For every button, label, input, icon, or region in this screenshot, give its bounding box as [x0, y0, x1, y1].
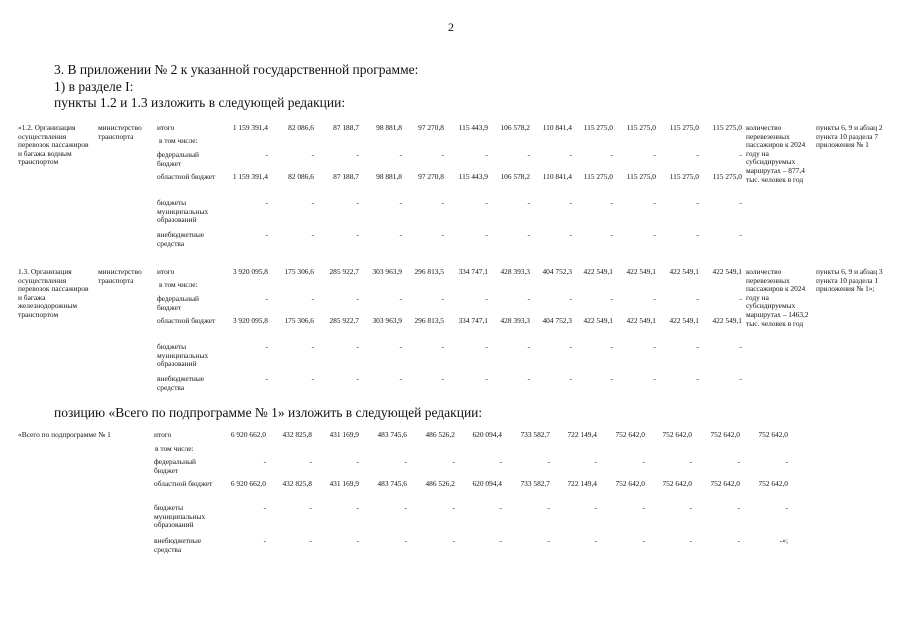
value-cell: -	[311, 150, 314, 159]
value-cell: -	[485, 342, 488, 351]
value-cell: 115 275,0	[669, 172, 699, 181]
value-cell: 303 963,9	[372, 267, 402, 276]
value-cell: -	[441, 342, 444, 351]
value-cell: -	[311, 230, 314, 239]
value-cell: -	[399, 230, 402, 239]
value-cell: -	[569, 198, 572, 207]
value-cell: -	[265, 342, 268, 351]
value-cell: -	[527, 230, 530, 239]
value-cell: -	[689, 457, 692, 466]
value-cell: -»;	[779, 536, 788, 545]
value-cell: -	[653, 294, 656, 303]
value-cell: -	[356, 503, 359, 512]
value-cell: -	[696, 374, 699, 383]
source-label: областной бюджет	[157, 172, 216, 181]
value-cell: 82 086,6	[288, 123, 314, 132]
value-cell: -	[485, 294, 488, 303]
value-cell: -	[311, 342, 314, 351]
value-cell: 98 881,8	[376, 172, 402, 181]
value-cell: -	[653, 342, 656, 351]
paragraph-total-intro: позицию «Всего по подпрограмме № 1» изложить в следующей редакции:	[54, 405, 483, 420]
value-cell: -	[642, 457, 645, 466]
source-label: областной бюджет	[157, 316, 216, 325]
value-cell: 486 526,2	[425, 479, 455, 488]
value-cell: 115 275,0	[626, 123, 656, 132]
value-cell: -	[356, 457, 359, 466]
value-cell: 334 747,1	[458, 267, 488, 276]
value-cell: 486 526,2	[425, 430, 455, 439]
value-cell: 296 813,5	[414, 267, 444, 276]
value-cell: 483 745,6	[377, 479, 407, 488]
value-cell: -	[785, 503, 788, 512]
value-cell: -	[610, 294, 613, 303]
value-cell: -	[739, 150, 742, 159]
value-cell: -	[610, 342, 613, 351]
value-cell: 87 188,7	[333, 172, 359, 181]
value-cell: 722 149,4	[567, 430, 597, 439]
item-name: «1.2. Организация осуществления перевозок пассажиров и багажа водным транспортом	[18, 123, 89, 167]
value-cell: 3 920 095,8	[232, 267, 268, 276]
value-cell: -	[265, 294, 268, 303]
source-label: внебюджетные средства	[154, 536, 202, 554]
value-cell: -	[309, 503, 312, 512]
value-cell: -	[569, 374, 572, 383]
value-cell: -	[441, 294, 444, 303]
value-cell: -	[785, 457, 788, 466]
value-cell: -	[610, 374, 613, 383]
value-cell: -	[642, 536, 645, 545]
value-cell: 733 582,7	[520, 479, 550, 488]
value-cell: 115 443,9	[458, 123, 488, 132]
value-cell: -	[452, 536, 455, 545]
value-cell: -	[739, 374, 742, 383]
value-cell: -	[485, 198, 488, 207]
value-cell: -	[485, 230, 488, 239]
source-label: в том числе:	[159, 280, 198, 289]
value-cell: 3 920 095,8	[232, 316, 268, 325]
value-cell: -	[404, 503, 407, 512]
value-cell: 1 159 391,4	[232, 123, 268, 132]
value-cell: 422 549,1	[626, 267, 656, 276]
value-cell: -	[404, 457, 407, 466]
value-cell: 483 745,6	[377, 430, 407, 439]
value-cell: -	[547, 536, 550, 545]
value-cell: -	[594, 457, 597, 466]
value-cell: 175 306,6	[284, 316, 314, 325]
value-cell: 175 306,6	[284, 267, 314, 276]
value-cell: -	[642, 503, 645, 512]
value-cell: -	[485, 374, 488, 383]
value-cell: -	[610, 230, 613, 239]
value-cell: 752 642,0	[615, 430, 645, 439]
value-cell: -	[527, 198, 530, 207]
value-cell: -	[441, 374, 444, 383]
value-cell: 431 169,9	[329, 430, 359, 439]
value-cell: -	[311, 294, 314, 303]
value-cell: 752 642,0	[615, 479, 645, 488]
value-cell: 752 642,0	[758, 430, 788, 439]
value-cell: -	[441, 150, 444, 159]
value-cell: 428 393,3	[500, 316, 530, 325]
value-cell: 422 549,1	[626, 316, 656, 325]
value-cell: -	[527, 374, 530, 383]
value-cell: -	[739, 198, 742, 207]
item-link: пункты 6, 9 и абзац 2 пункта 10 раздела 7 приложения № 1	[816, 123, 883, 150]
value-cell: -	[265, 374, 268, 383]
value-cell: -	[594, 503, 597, 512]
value-cell: -	[594, 536, 597, 545]
value-cell: 87 188,7	[333, 123, 359, 132]
paragraph-points-intro: пункты 1.2 и 1.3 изложить в следующей редакции:	[54, 95, 346, 110]
value-cell: -	[737, 503, 740, 512]
value-cell: 752 642,0	[710, 430, 740, 439]
value-cell: -	[356, 342, 359, 351]
value-cell: -	[547, 503, 550, 512]
value-cell: -	[737, 457, 740, 466]
value-cell: 285 922,7	[329, 316, 359, 325]
value-cell: -	[356, 230, 359, 239]
value-cell: -	[739, 342, 742, 351]
value-cell: -	[309, 457, 312, 466]
source-label: федеральный бюджет	[154, 457, 196, 475]
value-cell: 115 443,9	[458, 172, 488, 181]
value-cell: 722 149,4	[567, 479, 597, 488]
value-cell: -	[263, 457, 266, 466]
value-cell: -	[499, 503, 502, 512]
value-cell: -	[569, 294, 572, 303]
value-cell: 97 270,8	[418, 172, 444, 181]
value-cell: 432 825,8	[282, 430, 312, 439]
value-cell: 422 549,1	[669, 267, 699, 276]
value-cell: 334 747,1	[458, 316, 488, 325]
value-cell: 404 752,3	[542, 316, 572, 325]
value-cell: 6 920 662,0	[230, 479, 266, 488]
value-cell: -	[527, 150, 530, 159]
source-label: бюджеты муниципальных образований	[154, 503, 206, 530]
value-cell: 422 549,1	[669, 316, 699, 325]
value-cell: -	[689, 503, 692, 512]
source-label: бюджеты муниципальных образований	[157, 198, 209, 225]
value-cell: -	[265, 230, 268, 239]
value-cell: -	[653, 198, 656, 207]
value-cell: -	[653, 150, 656, 159]
value-cell: -	[737, 536, 740, 545]
value-cell: 422 549,1	[583, 267, 613, 276]
value-cell: 428 393,3	[500, 267, 530, 276]
value-cell: -	[452, 503, 455, 512]
source-label: итого	[157, 123, 175, 132]
source-label: федеральный бюджет	[157, 294, 199, 312]
value-cell: -	[311, 198, 314, 207]
source-label: внебюджетные средства	[157, 374, 205, 392]
value-cell: -	[653, 374, 656, 383]
value-cell: 82 086,6	[288, 172, 314, 181]
value-cell: -	[696, 230, 699, 239]
value-cell: -	[399, 374, 402, 383]
item-executor: министерство транспорта	[98, 267, 142, 285]
value-cell: -	[404, 536, 407, 545]
value-cell: 110 841,4	[542, 123, 572, 132]
value-cell: 752 642,0	[662, 430, 692, 439]
value-cell: -	[265, 198, 268, 207]
value-cell: 752 642,0	[758, 479, 788, 488]
value-cell: -	[263, 503, 266, 512]
source-label: итого	[154, 430, 172, 439]
item-link: пункты 6, 9 и абзац 3 пункта 10 раздела 1 приложения № 1»;	[816, 267, 883, 294]
value-cell: -	[569, 230, 572, 239]
value-cell: 98 881,8	[376, 123, 402, 132]
item-name: 1.3. Организация осуществления перевозок пассажиров и багажа железнодорожным транспортом	[18, 267, 89, 319]
value-cell: 97 270,8	[418, 123, 444, 132]
source-label: внебюджетные средства	[157, 230, 205, 248]
value-cell: 422 549,1	[712, 316, 742, 325]
page-number: 2	[448, 20, 454, 34]
value-cell: -	[265, 150, 268, 159]
value-cell: -	[569, 150, 572, 159]
value-cell: 106 578,2	[500, 172, 530, 181]
total-name: «Всего по подпрограмме № 1	[18, 430, 111, 439]
source-label: областной бюджет	[154, 479, 213, 488]
value-cell: -	[569, 342, 572, 351]
value-cell: 752 642,0	[662, 479, 692, 488]
value-cell: -	[485, 150, 488, 159]
value-cell: -	[696, 198, 699, 207]
value-cell: 296 813,5	[414, 316, 444, 325]
value-cell: -	[356, 536, 359, 545]
value-cell: -	[696, 150, 699, 159]
value-cell: -	[309, 536, 312, 545]
value-cell: 431 169,9	[329, 479, 359, 488]
value-cell: 422 549,1	[583, 316, 613, 325]
value-cell: 110 841,4	[542, 172, 572, 181]
source-label: бюджеты муниципальных образований	[157, 342, 209, 369]
value-cell: 733 582,7	[520, 430, 550, 439]
value-cell: 620 094,4	[472, 430, 502, 439]
source-label: федеральный бюджет	[157, 150, 199, 168]
value-cell: 115 275,0	[626, 172, 656, 181]
value-cell: -	[739, 294, 742, 303]
value-cell: 6 920 662,0	[230, 430, 266, 439]
value-cell: 106 578,2	[500, 123, 530, 132]
value-cell: 422 549,1	[712, 267, 742, 276]
value-cell: -	[499, 536, 502, 545]
value-cell: -	[653, 230, 656, 239]
value-cell: -	[311, 374, 314, 383]
value-cell: -	[739, 230, 742, 239]
value-cell: -	[527, 342, 530, 351]
value-cell: -	[399, 198, 402, 207]
value-cell: -	[399, 150, 402, 159]
value-cell: -	[356, 294, 359, 303]
value-cell: -	[441, 198, 444, 207]
value-cell: -	[499, 457, 502, 466]
value-cell: -	[452, 457, 455, 466]
value-cell: -	[356, 374, 359, 383]
value-cell: 115 275,0	[669, 123, 699, 132]
paragraph-item-3: 3. В приложении № 2 к указанной государственной программе:	[54, 62, 419, 77]
value-cell: -	[689, 536, 692, 545]
source-label: в том числе:	[159, 136, 198, 145]
value-cell: -	[399, 294, 402, 303]
value-cell: -	[547, 457, 550, 466]
value-cell: -	[399, 342, 402, 351]
source-label: в том числе:	[155, 444, 194, 453]
value-cell: -	[610, 150, 613, 159]
source-label: итого	[157, 267, 175, 276]
value-cell: -	[356, 198, 359, 207]
value-cell: 1 159 391,4	[232, 172, 268, 181]
value-cell: 115 275,0	[583, 172, 613, 181]
paragraph-subitem-1: 1) в разделе I:	[54, 79, 134, 94]
value-cell: -	[356, 150, 359, 159]
value-cell: -	[610, 198, 613, 207]
value-cell: 620 094,4	[472, 479, 502, 488]
value-cell: 115 275,0	[712, 172, 742, 181]
value-cell: 432 825,8	[282, 479, 312, 488]
item-indicator: количество перевезенных пассажиров к 2024 году на субсидируемых маршрутах – 877,4 тыс. человек в год	[746, 123, 806, 184]
value-cell: 285 922,7	[329, 267, 359, 276]
value-cell: -	[696, 342, 699, 351]
value-cell: 115 275,0	[712, 123, 742, 132]
value-cell: 115 275,0	[583, 123, 613, 132]
value-cell: -	[527, 294, 530, 303]
value-cell: 752 642,0	[710, 479, 740, 488]
item-executor: министерство транспорта	[98, 123, 142, 141]
item-indicator: количество перевезенных пассажиров к 2024 году на субсидируемых маршрутах – 1463,2 тыс. человек в год	[746, 267, 809, 328]
value-cell: -	[263, 536, 266, 545]
value-cell: 404 752,3	[542, 267, 572, 276]
value-cell: -	[696, 294, 699, 303]
value-cell: -	[441, 230, 444, 239]
value-cell: 303 963,9	[372, 316, 402, 325]
